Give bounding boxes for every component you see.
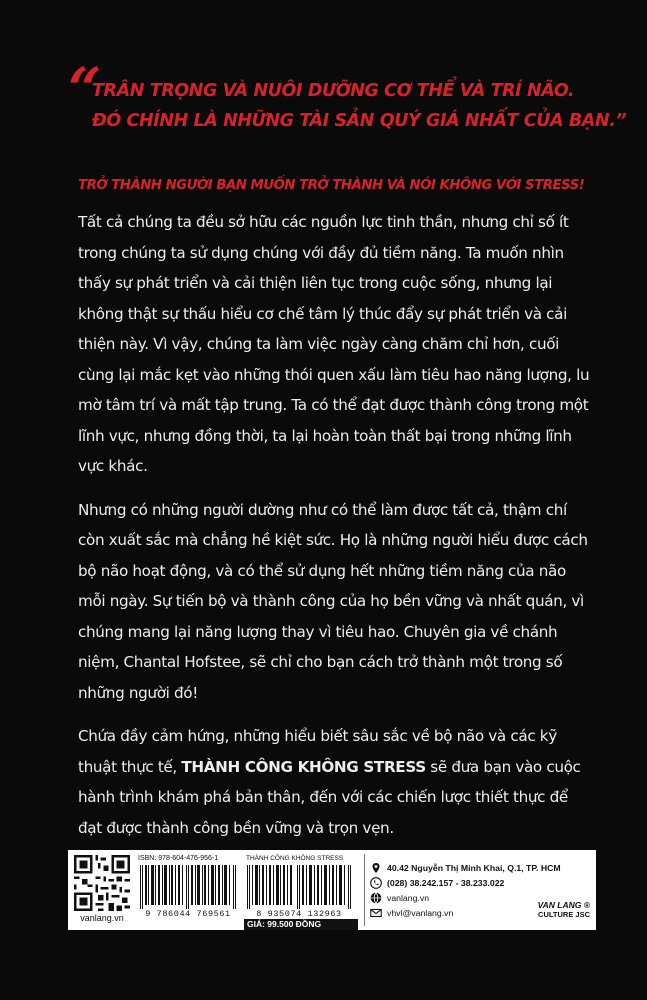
qr-caption: vanlang.vn [80, 913, 124, 923]
isbn-label: ISBN: 978-604-476-956-1 [138, 855, 219, 862]
publisher-logo [538, 900, 590, 919]
blurb [78, 207, 590, 856]
footer-panel [68, 850, 596, 930]
product-barcode-number: 8 935074 132963 [256, 909, 342, 919]
phone-icon [370, 877, 382, 889]
pull-quote-line-1: TRÂN TRỌNG VÀ NUÔI DƯỠNG CƠ THỂ VÀ TRÍ NÃO. [92, 81, 575, 101]
price-tag: GIÁ: 99.500 ĐỒNG [244, 919, 358, 930]
product-barcode [244, 865, 354, 909]
isbn-barcode [138, 865, 238, 909]
phone-text: (028) 38.242.157 - 38.233.022 [387, 877, 505, 888]
publisher-logo-line-2: CULTURE JSC [538, 910, 590, 919]
headline: TRỞ THÀNH NGƯỜI BẠN MUỐN TRỞ THÀNH VÀ NÓI KHÔNG VỚI STRESS! [78, 178, 585, 193]
blurb-p3-end: sẽ đưa bạn vào cuộc hành trình khám phá bản thân, đến với các chiến lược thiết thực để đạt được thành công bền vững và trọn vẹn. [78, 757, 581, 837]
email-icon [370, 907, 382, 919]
blurb-paragraph-1: Tất cả chúng ta đều sở hữu các nguồn lực tinh thần, nhưng chỉ số ít trong chúng ta sử dụng chúng với đầy đủ tiềm năng. Ta muốn nhìn thấy sự phát triển và cải thiện liên tục trong cuộc sống, nhưng lại không thật sự thấu hiểu cơ chế tâm lý thúc đẩy sự phát triển và cải thiện này. Vì vậy, chúng ta làm việc ngày càng chăm chỉ hơn, cuối cùng lại mắc kẹt vào những thói quen xấu làm tiêu hao năng lượng, lu mờ tâm trí và mất tập trung. Ta có thể đạt được thành công trong một lĩnh vực, nhưng đồng thời, ta lại hoàn toàn thất bại trong những lĩnh vực khác. [78, 213, 590, 475]
barcode-book-title: THÀNH CÔNG KHÔNG STRESS [246, 855, 344, 862]
isbn-barcode-number: 9 786044 769561 [145, 909, 231, 919]
pull-quote [92, 76, 627, 136]
email-link[interactable]: vhvl@vanlang.vn [387, 907, 454, 918]
book-title-bold: THÀNH CÔNG KHÔNG STRESS [181, 757, 426, 776]
location-icon [370, 862, 382, 874]
phone-row [370, 875, 592, 890]
pull-quote-line-2: ĐÓ CHÍNH LÀ NHỮNG TÀI SẢN QUÝ GIÁ NHẤT CỦA BẠN.” [92, 111, 627, 131]
qr-code-icon[interactable] [74, 855, 130, 911]
website-link[interactable]: vanlang.vn [387, 892, 430, 903]
web-icon [370, 892, 382, 904]
address-text: 40.42 Nguyễn Thị Minh Khai, Q.1, TP. HCM [387, 862, 561, 873]
blurb-paragraph-3 [78, 721, 590, 843]
publisher-logo-line-1: VAN LANG ® [537, 900, 590, 910]
blurb-paragraph-2: Nhưng có những người dường như có thể làm được tất cả, thậm chí còn xuất sắc mà chẳng hề kiệt sức. Họ là những người hiểu được cách bộ não hoạt động, và có thể sử dụng hết những tiềm năng của não mỗi ngày. Sự tiến bộ và thành công của họ bền vững và nhất quán, vì chúng mang lại năng lượng thay vì tiêu hao. Chuyên gia về chánh niệm, Chantal Hofstee, sẽ chỉ cho bạn cách trở thành một trong số những người đó! [78, 500, 588, 702]
blurb-p3-start: Chứa đầy cảm hứng, những hiểu biết sâu sắc về bộ não và các kỹ thuật thực tế, [78, 727, 557, 776]
quote-mark: “ [68, 55, 102, 123]
footer-divider [364, 854, 365, 926]
address-row [370, 860, 592, 875]
